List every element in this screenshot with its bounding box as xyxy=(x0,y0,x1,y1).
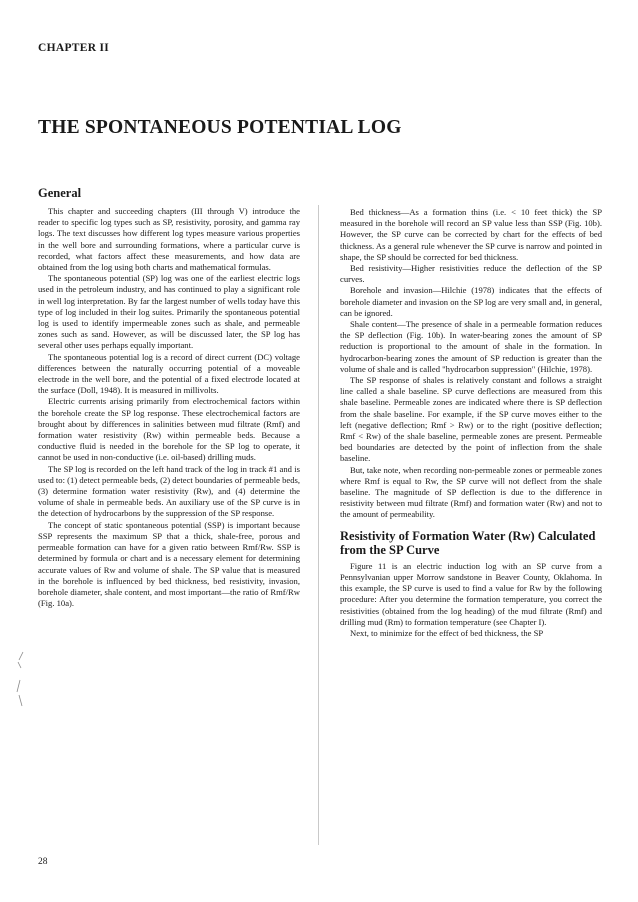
paragraph: Bed resistivity—Higher resistivities reduce the deflection of the SP curves. xyxy=(340,263,602,285)
paragraph: Bed thickness—As a formation thins (i.e. < 10 feet thick) the SP measured in the borehole will record an SP value less than SSP (Fig. 10b). However, the SP curve can be corrected by chart for the effects of bed thickness. As a general rule whenever the SP curve is narrow and pointed in shape, the SP should be corrected for bed thickness. xyxy=(340,207,602,262)
chapter-label: CHAPTER II xyxy=(38,42,110,54)
column-divider xyxy=(318,205,319,845)
page-title: THE SPONTANEOUS POTENTIAL LOG xyxy=(38,117,402,138)
paragraph: The SP log is recorded on the left hand track of the log in track #1 and is used to: (1) detect permeable beds, (2) detect boundaries of permeable beds, (3) determine formation water resistivity (Rw), and (4) determine the volume of shale in permeable beds. An auxiliary use of the SP curve is in the detection of hydrocarbons by the suppression of the SP response. xyxy=(38,463,300,519)
paragraph: Borehole and invasion—Hilchie (1978) indicates that the effects of borehole diameter and invasion on the SP log are very small and, in general, can be ignored. xyxy=(340,285,602,318)
left-column xyxy=(38,186,300,609)
page-number: 28 xyxy=(38,857,48,867)
paragraph: Electric currents arising primarily from electrochemical factors within the borehole create the SP log response. These electrochemical factors are brought about by differences in salinities between mud filtrate (Rmf) and formation water resistivity (Rw) within permeable beds. Because a conductive fluid is needed in the borehole for the SP log to operate, it cannot be used in non-conductive (i.e. oil-based) drilling muds. xyxy=(38,396,300,463)
paragraph: But, take note, when recording non-permeable zones or permeable zones where Rmf is equal to Rw, the SP curve will not deflect from the shale baseline. The magnitude of SP deflection is due to the difference in resistivity between mud filtrate (Rmf) and formation water (Rw) and not to the amount of permeability. xyxy=(340,464,602,520)
paragraph: The spontaneous potential (SP) log was one of the earliest electric logs used in the petroleum industry, and has continued to play a significant role in well log interpretation. By far the largest number of wells today have this type of log included in their log suites. Primarily the spontaneous potential log is used to identify impermeable zones such as shale, and permeable zones such as sand. However, as will be discussed later, the SP log has several other uses perhaps equally important. xyxy=(38,273,300,351)
paragraph: Figure 11 is an electric induction log with an SP curve from a Pennsylvanian upper Morrow sandstone in Beaver County, Oklahoma. In this example, the SP curve is used to find a value for Rw by the following procedure: After you determine the formation temperature, you correct the resistivities (obtained from the log heading) of the mud filtrate (Rmf) and drilling mud (Rm) to formation temperature (see Chapter I). xyxy=(340,560,602,627)
right-column xyxy=(340,207,602,639)
paragraph: The concept of static spontaneous potential (SSP) is important because SSP represents the maximum SP that a thick, shale-free, porous and permeable formation can have for a given ratio between Rmf/Rw. SSP is determined by formula or chart and is a necessary element for determining accurate values of Rw and volume of shale. The SP value that is measured in the borehole is influenced by bed thickness, bed resistivity, invasion, borehole diameter, shale content, and most important—the ratio of Rmf/Rw (Fig. 10a). xyxy=(38,519,300,609)
paragraph: This chapter and succeeding chapters (III through V) introduce the reader to specific log types such as SP, resistivity, porosity, and gamma ray logs. The text discusses how different log types measure various properties in the well bore and surrounding formations, where a particular curve is recorded, what factors affect these measurements, and how data are obtained from the log using both charts and mathematical formulas. xyxy=(38,206,300,273)
section-heading-general: General xyxy=(38,186,82,200)
paragraph: The spontaneous potential log is a record of direct current (DC) voltage differences between the naturally occurring potential of a moveable electrode in the well bore, and the potential of a fixed electrode located at the surface (Doll, 1948). It is measured in millivolts. xyxy=(38,351,300,396)
section-heading-rw: Resistivity of Formation Water (Rw) Calculated from the SP Curve xyxy=(340,528,596,557)
paragraph: Next, to minimize for the effect of bed thickness, the SP xyxy=(350,627,544,638)
margin-scribble xyxy=(14,650,28,710)
paragraph: Shale content—The presence of shale in a permeable formation reduces the SP deflection (Fig. 10b). In water-bearing zones the amount of SP reduction is proportional to the amount of shale in the formation. In hydrocarbon-bearing zones the amount of SP reduction is greater than the volume of shale and is called "hydrocarbon suppression" (Hilchie, 1978). xyxy=(340,319,602,374)
paragraph: The SP response of shales is relatively constant and follows a straight line called a shale baseline. SP curve deflections are measured from this shale baseline. Permeable zones are indicated where there is SP deflection from the shale baseline. For example, if the SP curve moves either to the left (negative deflection; Rmf > Rw) or to the right (positive deflection; Rmf < Rw) of the shale baseline, permeable zones are present. Permeable bed boundaries are detected by the point of inflection from the shale baseline. xyxy=(340,375,602,464)
